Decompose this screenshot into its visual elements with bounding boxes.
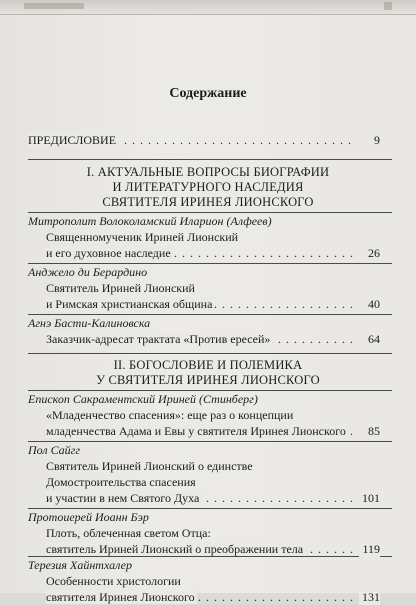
article-page: 85 [365, 423, 380, 439]
section-heading-line: И ЛИТЕРАТУРНОГО НАСЛЕДИЯ [112, 180, 304, 194]
page-number-mark [384, 2, 392, 10]
entry-divider [28, 263, 392, 264]
preface-entry [28, 132, 380, 148]
section-divider [28, 159, 392, 160]
article-entry [46, 229, 380, 261]
preface-label: ПРЕДИСЛОВИЕ [28, 133, 117, 147]
article-page: 64 [365, 331, 380, 347]
article-author: Епископ Сакраментский Ириней (Стинберг) [28, 392, 258, 406]
article-title-line: Особенности христологии [46, 574, 181, 588]
article-entry [46, 280, 380, 312]
article-page: 119 [359, 541, 380, 557]
entry-divider [28, 556, 392, 557]
article-author: Анджело ди Берардино [28, 265, 148, 279]
article-entry [46, 407, 380, 439]
article-entry [46, 573, 380, 605]
entry-divider [28, 508, 392, 509]
article-page: 131 [359, 589, 380, 605]
article-author: Пол Сайгг [28, 443, 81, 457]
article-author: Агнэ Басти-Калиновска [28, 316, 151, 330]
article-title-line: и Римская христианская община [46, 297, 213, 311]
section-heading-line: I. АКТУАЛЬНЫЕ ВОПРОСЫ БИОГРАФИИ [86, 165, 330, 179]
section-heading-1 [0, 165, 416, 210]
article-title-line: младенчества Адама и Евы у святителя Иринея Лионского [46, 424, 346, 438]
article-title-line: святитель Ириней Лионский о преображении тела [46, 542, 304, 556]
article-author: Терезия Хайнтхалер [28, 558, 132, 572]
article-title-line: Домостроительства спасения [46, 475, 196, 489]
page-title: Содержание [169, 86, 247, 101]
article-title-line: «Младенчество спасения»: еще раз о концепции [46, 408, 294, 422]
section-heading-line: II. БОГОСЛОВИЕ И ПОЛЕМИКА [113, 358, 303, 372]
article-page: 40 [365, 296, 380, 312]
page-header-strip [0, 0, 416, 15]
section-divider [28, 353, 392, 354]
entry-divider [28, 390, 392, 391]
entry-divider [28, 212, 392, 213]
article-title-line: и его духовное наследие [46, 246, 171, 260]
section-heading-line: У СВЯТИТЕЛЯ ИРИНЕЯ ЛИОНСКОГО [96, 373, 320, 387]
entry-divider [28, 314, 392, 315]
article-title-line: и участии в нем Святого Духа [46, 491, 200, 505]
entry-divider [28, 441, 392, 442]
article-page: 101 [359, 490, 380, 506]
article-author: Протоиерей Иоанн Бэр [28, 510, 149, 524]
article-entry [46, 331, 380, 347]
article-entry [46, 525, 380, 557]
article-title-line: Заказчик-адресат трактата «Против ересей» [46, 332, 271, 346]
article-author: Митрополит Волоколамский Иларион (Алфеев) [28, 214, 272, 228]
article-page: 26 [365, 245, 380, 261]
article-title-line: Священномученик Ириней Лионский [46, 230, 239, 244]
article-title-line: Святитель Ириней Лионский о единстве [46, 459, 253, 473]
preface-page: 9 [371, 132, 380, 148]
article-title-line: Святитель Ириней Лионский [46, 281, 195, 295]
article-title-line: Плоть, облеченная светом Отца: [46, 526, 211, 540]
section-heading-line: СВЯТИТЕЛЯ ИРИНЕЯ ЛИОНСКОГО [102, 195, 314, 209]
article-entry [46, 458, 380, 506]
running-head-mark [24, 3, 84, 9]
section-heading-2 [0, 358, 416, 388]
article-title-line: святителя Иринея Лионского [46, 590, 195, 604]
